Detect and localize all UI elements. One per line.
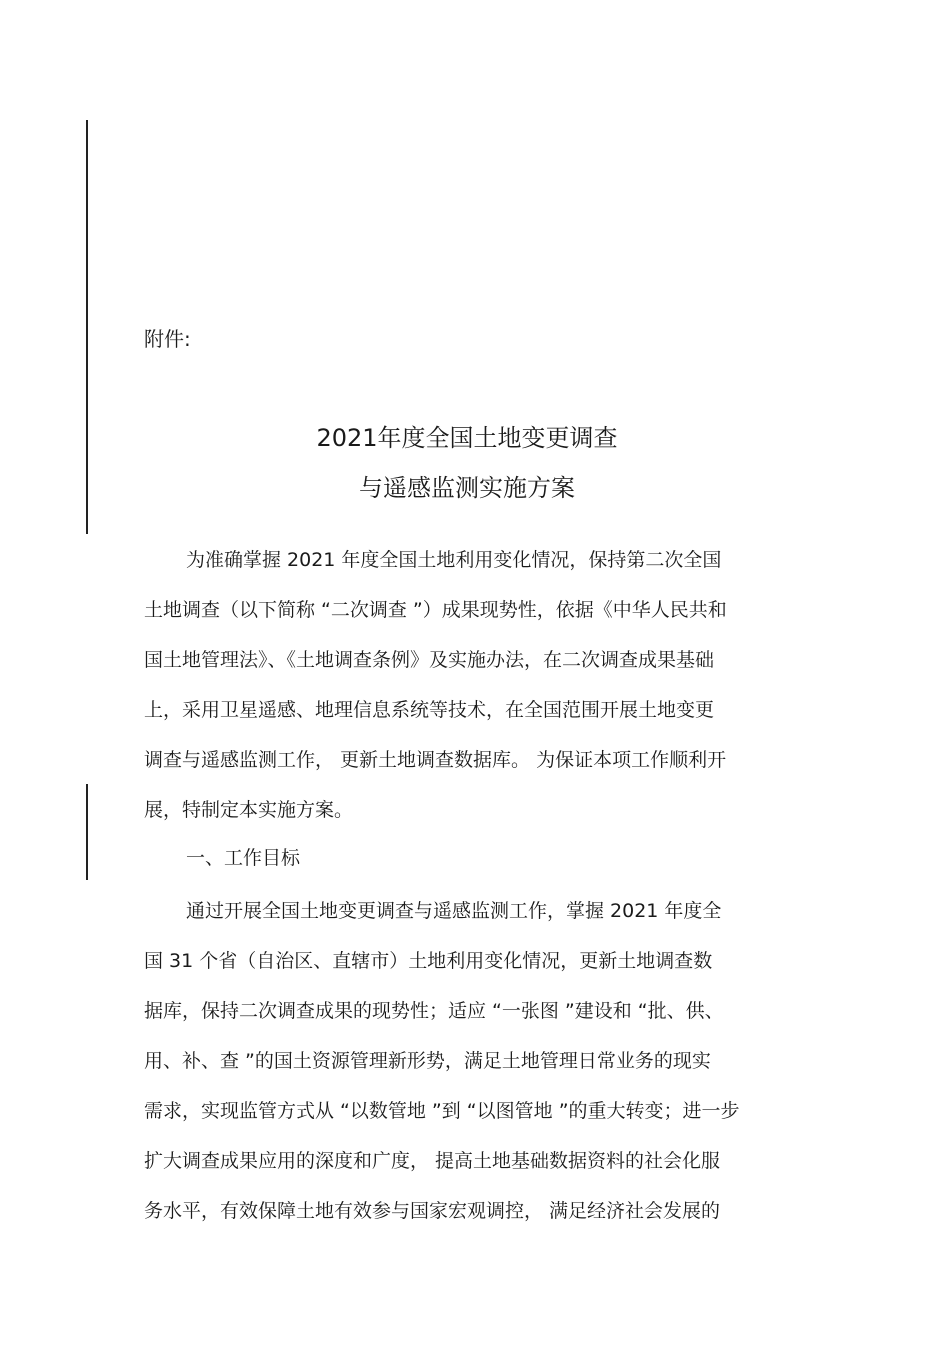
document-title-line-2: 与遥感监测实施方案 — [359, 474, 575, 502]
section-line: 据库，保持二次调查成果的现势性；适应 “一张图 ”建设和 “批、供、 — [144, 1000, 724, 1022]
document-title-line-1: 2021年度全国土地变更调查 — [316, 424, 618, 452]
attachment-label: 附件: — [144, 327, 191, 351]
intro-line: 为准确掌握 2021 年度全国土地利用变化情况，保持第二次全国 — [186, 549, 722, 571]
section-line: 扩大调查成果应用的深度和广度， 提高土地基础数据资料的社会化服 — [144, 1150, 721, 1172]
intro-line: 展，特制定本实施方案。 — [144, 799, 354, 821]
intro-line: 土地调查（以下简称 “二次调查 ”）成果现势性，依据《中华人民共和 — [144, 599, 727, 621]
intro-line: 调查与遥感监测工作， 更新土地调查数据库。 为保证本项工作顺利开 — [144, 749, 727, 771]
section-line: 国 31 个省（自治区、直辖市）土地利用变化情况，更新土地调查数 — [144, 950, 713, 972]
section-line: 用、补、查 ”的国土资源管理新形势，满足土地管理日常业务的现实 — [144, 1050, 711, 1072]
section-heading: 一、工作目标 — [186, 847, 301, 869]
section-line: 需求，实现监管方式从 “以数管地 ”到 “以图管地 ”的重大转变；进一步 — [144, 1100, 740, 1122]
margin-rule-middle — [86, 784, 88, 880]
intro-line: 上，采用卫星遥感、地理信息系统等技术，在全国范围开展土地变更 — [144, 699, 715, 721]
section-line: 务水平，有效保障土地有效参与国家宏观调控， 满足经济社会发展的 — [144, 1200, 721, 1222]
intro-line: 国土地管理法》、《土地调查条例》及实施办法，在二次调查成果基础 — [144, 649, 715, 671]
section-line: 通过开展全国土地变更调查与遥感监测工作，掌握 2021 年度全 — [186, 900, 722, 922]
